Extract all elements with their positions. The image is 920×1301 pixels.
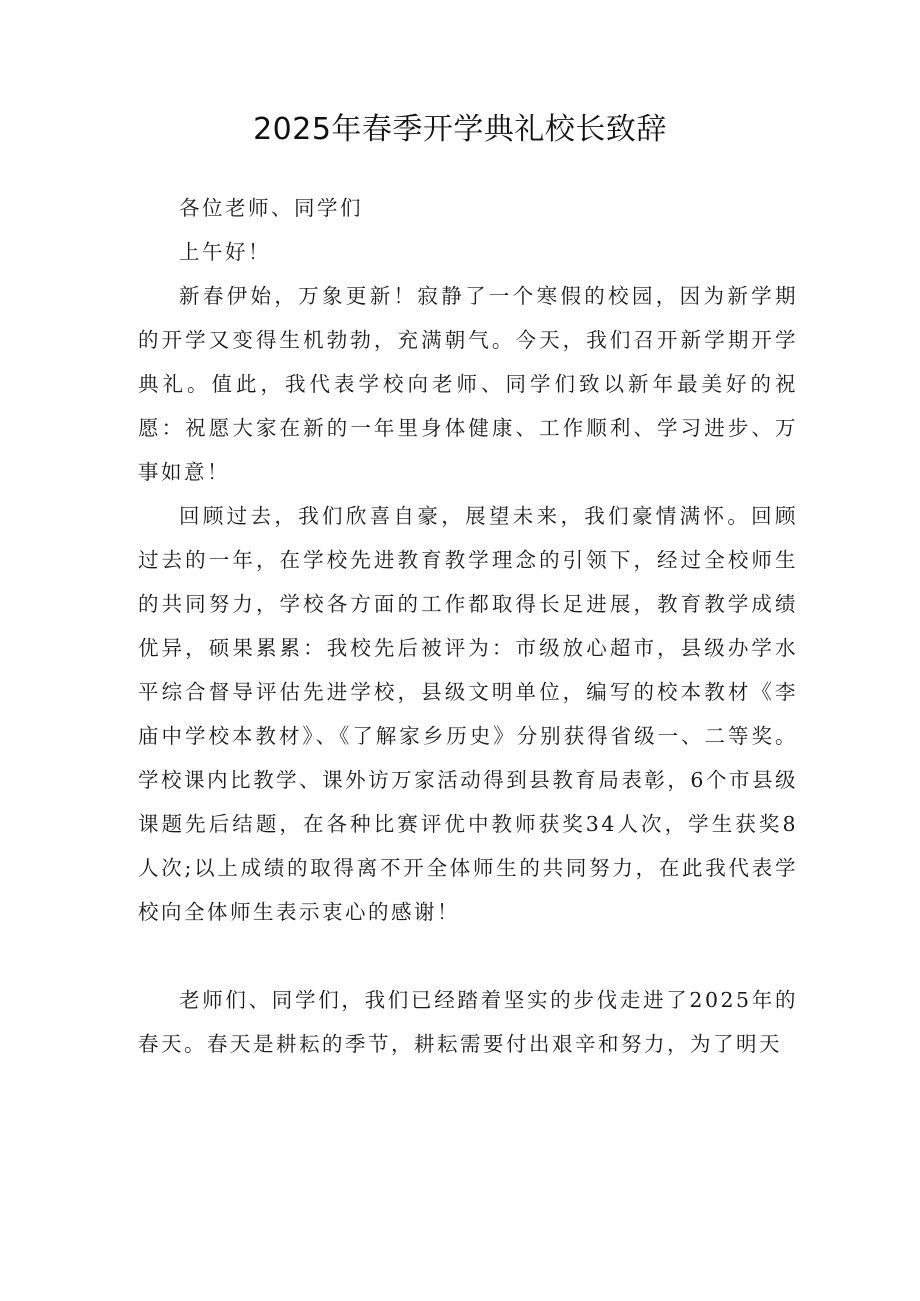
paragraph-opening: 新春伊始，万象更新！寂静了一个寒假的校园，因为新学期的开学又变得生机勃勃，充满朝气。今天，我们召开新学期开学典礼。值此，我代表学校向老师、同学们致以新年最美好的祝愿：祝愿大家在新的一年里身体健康、工作顺利、学习进步、万事如意！ <box>138 284 798 484</box>
document-title: 2025年春季开学典礼校长致辞 <box>253 112 667 147</box>
paragraph-spring: 老师们、同学们，我们已经踏着坚实的步伐走进了2025年的春天。春天是耕耘的季节，耕耘需要付出艰辛和努力，为了明天 <box>138 988 798 1056</box>
greeting: 上午好！ <box>179 240 271 264</box>
salutation: 各位老师、同学们 <box>179 196 363 220</box>
paragraph-review: 回顾过去，我们欣喜自豪，展望未来，我们豪情满怀。回顾过去的一年，在学校先进教育教学理念的引领下，经过全校师生的共同努力，学校各方面的工作都取得长足进展，教育教学成绩优异，硕果累累：我校先后被评为：市级放心超市，县级办学水平综合督导评估先进学校，县级文明单位，编写的校本教材《李庙中学校本教材》、《了解家乡历史》分别获得省级一、二等奖。学校课内比教学、课外访万家活动得到县教育局表彰，6个市县级课题先后结题，在各种比赛评优中教师获奖34人次，学生获奖8人次;以上成绩的取得离不开全体师生的共同努力，在此我代表学校向全体师生表示衷心的感谢！ <box>138 504 798 924</box>
document-body <box>138 186 798 1066</box>
